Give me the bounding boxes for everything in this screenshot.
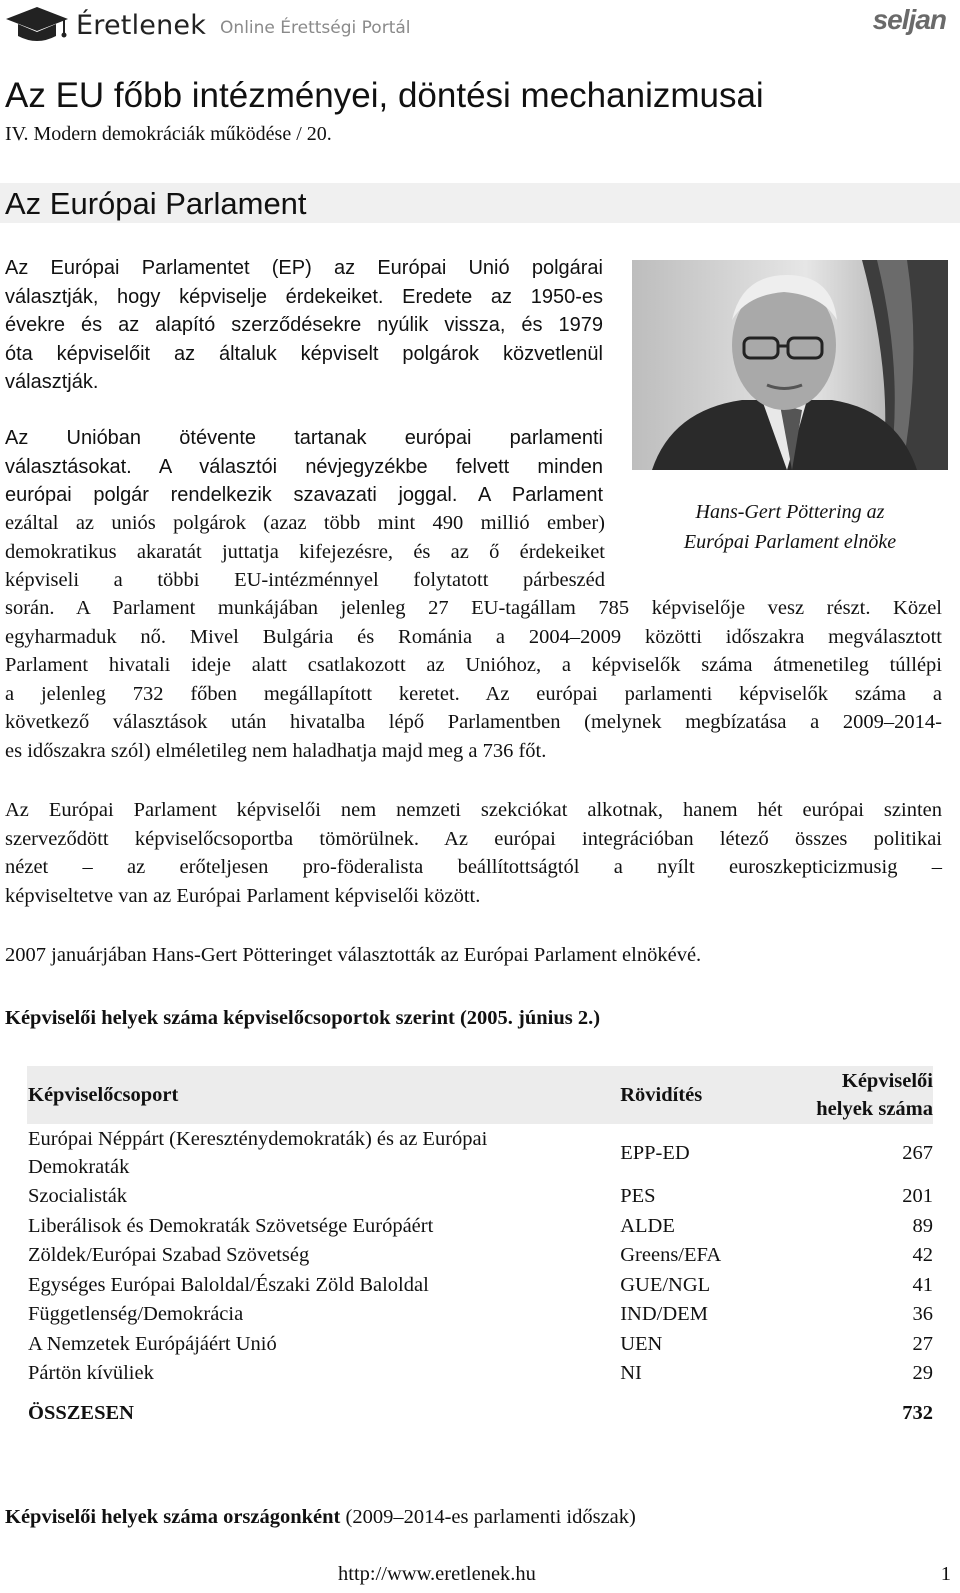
portrait-image	[632, 260, 948, 470]
text-line: Az Unióban ötévente tartanak európai parlamenti	[5, 427, 603, 449]
total-label: ÖSSZESEN	[28, 1402, 134, 1424]
text-line: során. A Parlament munkájában jelenleg 27 EU-tagállam 785 képviselője vesz részt. Közel	[5, 597, 942, 619]
text-line: európai polgár rendelkezik szavazati joggal. A Parlament	[5, 484, 603, 506]
site-header	[0, 0, 960, 52]
total-value: 732	[902, 1402, 933, 1424]
cell-seats: 36	[912, 1303, 933, 1326]
logo-name: Éretlenek	[76, 9, 207, 41]
cell-abbr: Greens/EFA	[620, 1244, 722, 1267]
cell-abbr: PES	[620, 1185, 656, 1208]
table-total-row	[27, 1389, 933, 1439]
cell-abbr: EPP-ED	[620, 1141, 690, 1164]
cell-group-line: Európai Néppárt (Kereszténydemokraták) és az Európai	[28, 1128, 488, 1150]
intro-paragraph	[5, 254, 603, 397]
cell-group	[27, 1124, 620, 1182]
page-title: Az EU főbb intézményei, döntési mechanizmusai	[5, 76, 764, 115]
cell-group: Szocialisták	[28, 1185, 128, 1208]
text-line: Az Európai Parlament képviselői nem nemzeti szekciókat alkotnak, hanem hét európai szinten	[5, 799, 942, 821]
cell-group: A Nemzetek Európájáért Unió	[28, 1332, 277, 1355]
cell-abbr: NI	[620, 1362, 642, 1385]
logo-tagline: Online Érettségi Portál	[220, 18, 411, 38]
table-title: Képviselői helyek száma képviselőcsoportok szerint (2005. június 2.)	[5, 1007, 601, 1029]
cell-group: Egységes Európai Baloldal/Északi Zöld Baloldal	[28, 1273, 429, 1296]
text-line: óta képviselőit az általuk képviselt polgárok közvetlenül	[5, 342, 603, 365]
photo-caption	[632, 497, 948, 557]
text-line: következő választások után hivatalba lépő Parlamentben (melynek megbízatása a 2009–2014-	[5, 711, 942, 733]
cell-abbr: IND/DEM	[620, 1303, 708, 1326]
partner-logo[interactable]: seljan	[872, 4, 946, 35]
text-line: es időszakra szól) elméletileg nem haladhatja majd meg a 736 főt.	[5, 739, 547, 762]
cell-abbr: UEN	[620, 1332, 663, 1355]
table-row	[27, 1241, 933, 1271]
cell-group: Függetlenség/Demokrácia	[28, 1303, 244, 1326]
paragraph-2-serif-full	[5, 594, 942, 765]
cell-group: Pártön kívüliek	[28, 1362, 154, 1385]
cell-seats: 29	[912, 1362, 933, 1385]
bottom-title-bold: Képviselői helyek száma országonként	[5, 1506, 341, 1528]
table-row	[27, 1359, 933, 1389]
text-line: Az Európai Parlamentet (EP) az Európai Unió polgárai	[5, 257, 603, 279]
page-subtitle: IV. Modern demokráciák működése / 20.	[5, 123, 332, 145]
header-seats-line1: Képviselői	[841, 1070, 933, 1092]
text-line: demokratikus akaratát juttatja kifejezésre, és az ő érdekeiket	[5, 540, 605, 563]
cell-seats: 201	[902, 1185, 933, 1208]
text-line: szerveződött képviselőcsoportba tömörülnek. Az európai integrációban létező összes politikai	[5, 827, 942, 850]
text-line: választásokat. A választói névjegyzékbe felvett minden	[5, 455, 603, 478]
paragraph-2-serif-narrow	[5, 509, 605, 595]
text-line: Parlament hivatali ideje alatt csatlakozott az Unióhoz, a képviselők száma átmenetileg túllépi	[5, 654, 942, 676]
text-line: a jelenleg 732 főben megállapított keretet. Az európai parlamenti képviselők száma a	[5, 682, 942, 705]
cell-group-line: Demokraták	[28, 1156, 130, 1178]
table-row	[27, 1330, 933, 1360]
table-row	[27, 1271, 933, 1301]
portrait-photo	[632, 260, 948, 470]
header-seats-line2: helyek száma	[816, 1098, 933, 1120]
header-group: Képviselőcsoport	[28, 1083, 179, 1106]
cell-group: Liberálisok és Demokraták Szövetsége Európáért	[28, 1214, 434, 1237]
table-row	[27, 1124, 933, 1182]
footer-url-link[interactable]: http://www.eretlenek.hu	[338, 1563, 536, 1585]
table-row	[27, 1182, 933, 1212]
cell-seats: 41	[912, 1273, 933, 1296]
seats-table	[27, 1066, 933, 1439]
paragraph-3	[5, 796, 942, 910]
caption-line: Európai Parlament elnöke	[683, 531, 897, 553]
site-logo[interactable]	[4, 2, 411, 48]
cell-seats: 89	[912, 1214, 933, 1237]
bottom-section-title	[5, 1506, 636, 1529]
text-line: évekre és az alapító szerződésekre nyúlik vissza, és 1979	[5, 314, 603, 336]
graduation-cap-icon	[4, 4, 70, 46]
text-line: nézet – az erőteljesen pro-föderalista beállítottságtól a nyílt euroszkepticizmusig –	[5, 856, 942, 878]
text-line: egyharmaduk nő. Mivel Bulgária és Románia a 2004–2009 közötti időszakra megválasztott	[5, 625, 942, 648]
section-title: Az Európai Parlament	[5, 186, 307, 221]
table-row	[27, 1300, 933, 1330]
text-line: ezáltal az uniós polgárok (azaz több mint 490 millió ember)	[5, 512, 605, 534]
header-abbr: Rövidítés	[620, 1083, 703, 1106]
page-number: 1	[940, 1563, 951, 1585]
cell-seats: 42	[912, 1244, 933, 1267]
table-row	[27, 1212, 933, 1242]
text-line: képviseli a többi EU-intézménnyel folytatott párbeszéd	[5, 569, 605, 591]
paragraph-2-sans	[5, 424, 603, 510]
cell-abbr: ALDE	[620, 1214, 675, 1237]
table-header-row	[27, 1066, 933, 1124]
bottom-title-rest: (2009–2014-es parlamenti időszak)	[340, 1506, 636, 1528]
cell-seats: 267	[902, 1141, 933, 1164]
cell-abbr: GUE/NGL	[620, 1273, 711, 1296]
paragraph-4: 2007 januárjában Hans-Gert Pötteringet választották az Európai Parlament elnökévé.	[5, 944, 702, 966]
text-line: képviseltetve van az Európai Parlament képviselői között.	[5, 884, 481, 907]
header-seats	[792, 1066, 933, 1124]
cell-seats: 27	[912, 1332, 933, 1355]
caption-line: Hans-Gert Pöttering az	[695, 501, 885, 523]
total-empty	[620, 1389, 792, 1439]
cell-group: Zöldek/Európai Szabad Szövetség	[28, 1244, 310, 1267]
text-line: választják, hogy képviselje érdekeiket. Eredete az 1950-es	[5, 285, 603, 308]
text-line: választják.	[5, 371, 99, 393]
